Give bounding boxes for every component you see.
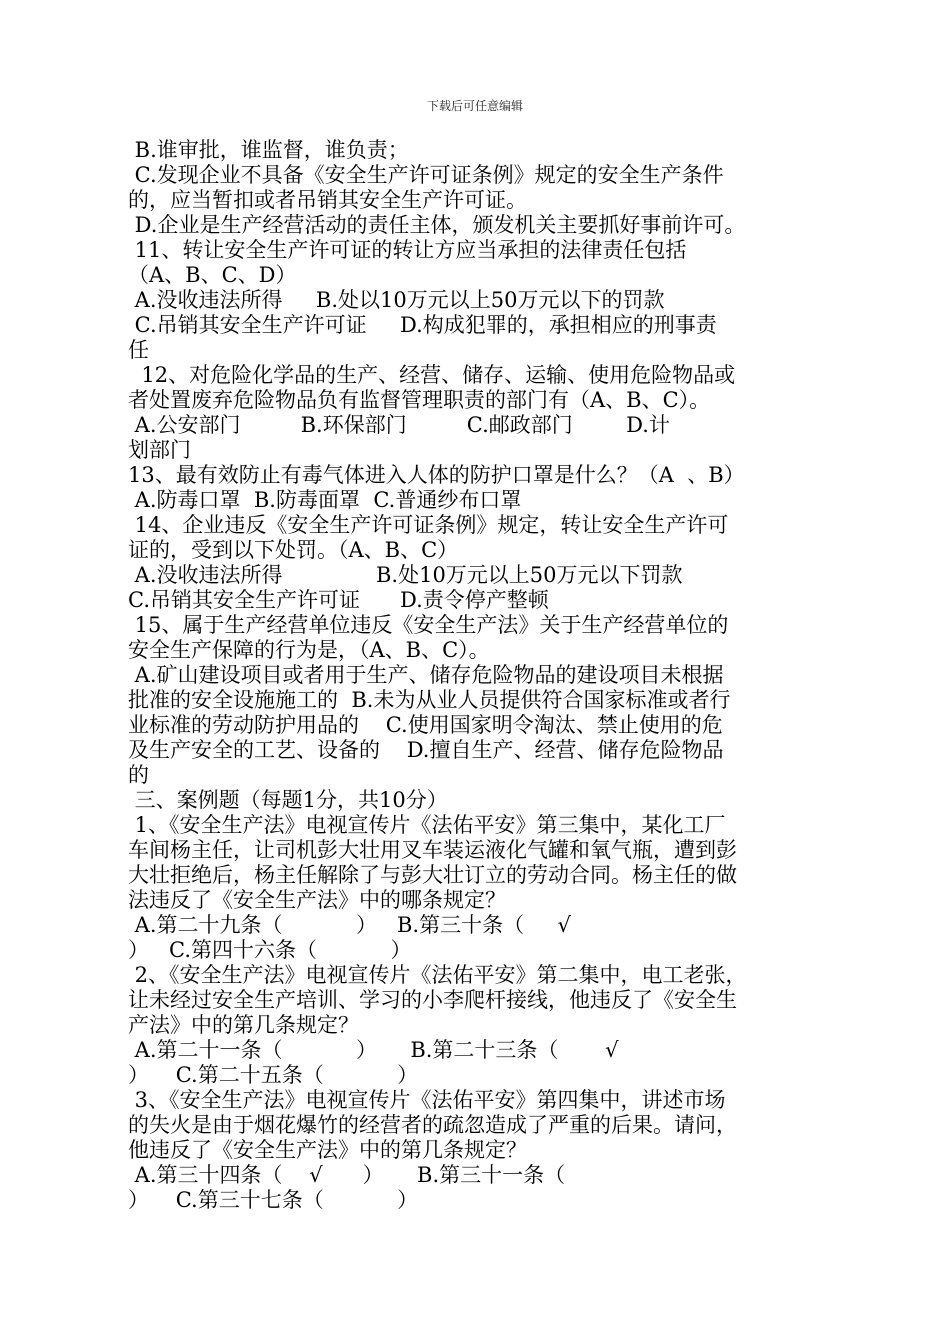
- text-line: D.企业是生产经营活动的责任主体，颁发机关主要抓好事前许可。: [128, 213, 746, 237]
- text-line: 的，应当暂扣或者吊销其安全生产许可证。: [128, 188, 527, 212]
- text-line: 划部门: [128, 438, 191, 462]
- text-line: 批准的安全设施施工的 B.未为从业人员提供符合国家标准或者行: [128, 688, 731, 712]
- text-line: 13、最有效防止有毒气体进入人体的防护口罩是什么？（A 、B）: [128, 463, 745, 487]
- text-line: C.吊销其安全生产许可证 D.责令停产整顿: [128, 588, 549, 612]
- text-line: A.没收违法所得 B.处以10万元以上50万元以下的罚款: [128, 288, 665, 312]
- text-line: （A、B、C、D）: [128, 263, 297, 287]
- text-line: 三、案例题（每题1分，共10分）: [128, 788, 448, 812]
- text-line: ） C.第三十七条（ ）: [128, 1188, 419, 1212]
- text-line: 者处置废弃危险物品负有监督管理职责的部门有（A、B、C）。: [128, 388, 711, 412]
- text-line: 产法》中的第几条规定？: [128, 1013, 359, 1037]
- text-line: 车间杨主任，让司机彭大壮用叉车装运液化气罐和氧气瓶，遭到彭: [128, 838, 737, 862]
- text-line: 任: [128, 338, 149, 362]
- text-line: A.公安部门 B.环保部门 C.邮政部门 D.计: [128, 413, 670, 437]
- text-line: 证的，受到以下处罚。（A、B、C）: [128, 538, 459, 562]
- text-line: A.第三十四条（ √ ） B.第三十一条（: [128, 1163, 566, 1187]
- page-header: 下载后可任意编辑: [426, 99, 523, 113]
- text-line: 2、《安全生产法》电视宣传片《法佑平安》第二集中，电工老张，: [128, 963, 747, 987]
- text-line: 他违反了《安全生产法》中的第几条规定？: [128, 1138, 527, 1162]
- text-line: 安全生产保障的行为是，（A、B、C）。: [128, 638, 490, 662]
- text-line: 的: [128, 763, 149, 787]
- text-line: A.第二十九条（ ） B.第三十条（ √: [128, 913, 571, 937]
- text-line: B.谁审批，谁监督，谁负责；: [128, 138, 409, 162]
- text-line: 1、《安全生产法》电视宣传片《法佑平安》第三集中，某化工厂: [128, 813, 726, 837]
- text-line: 及生产安全的工艺、设备的 D.擅自生产、经营、储存危险物品: [128, 738, 724, 762]
- text-line: 业标准的劳动防护用品的 C.使用国家明令淘汰、禁止使用的危: [128, 713, 723, 737]
- text-line: 12、对危险化学品的生产、经营、储存、运输、使用危险物品或: [128, 363, 736, 387]
- text-line: ） C.第二十五条（ ）: [128, 1063, 419, 1087]
- text-line: C.吊销其安全生产许可证 D.构成犯罪的，承担相应的刑事责: [128, 313, 717, 337]
- text-line: 让未经过安全生产培训、学习的小李爬杆接线，他违反了《安全生: [128, 988, 737, 1012]
- text-line: 11、转让安全生产许可证的转让方应当承担的法律责任包括: [128, 238, 687, 262]
- text-line: ） C.第四十六条（ ）: [128, 938, 412, 962]
- text-line: 14、企业违反《安全生产许可证条例》规定，转让安全生产许可: [128, 513, 729, 537]
- text-line: 法违反了《安全生产法》中的哪条规定？: [128, 888, 506, 912]
- text-line: A.没收违法所得 B.处10万元以上50万元以下罚款: [128, 563, 683, 587]
- text-line: C.发现企业不具备《安全生产许可证条例》规定的安全生产条件: [128, 163, 724, 187]
- document-body: [128, 138, 828, 1213]
- text-line: 的失火是由于烟花爆竹的经营者的疏忽造成了严重的后果。请问，: [128, 1113, 737, 1137]
- text-line: A.防毒口罩 B.防毒面罩 C.普通纱布口罩: [128, 488, 522, 512]
- text-line: A.第二十一条（ ） B.第二十三条（ √: [128, 1038, 619, 1062]
- text-line: 3、《安全生产法》电视宣传片《法佑平安》第四集中，讲述市场: [128, 1088, 726, 1112]
- text-line: 15、属于生产经营单位违反《安全生产法》关于生产经营单位的: [128, 613, 729, 637]
- text-line: 大壮拒绝后，杨主任解除了与彭大壮订立的劳动合同。杨主任的做: [128, 863, 737, 887]
- text-line: A.矿山建设项目或者用于生产、储存危险物品的建设项目未根据: [128, 663, 724, 687]
